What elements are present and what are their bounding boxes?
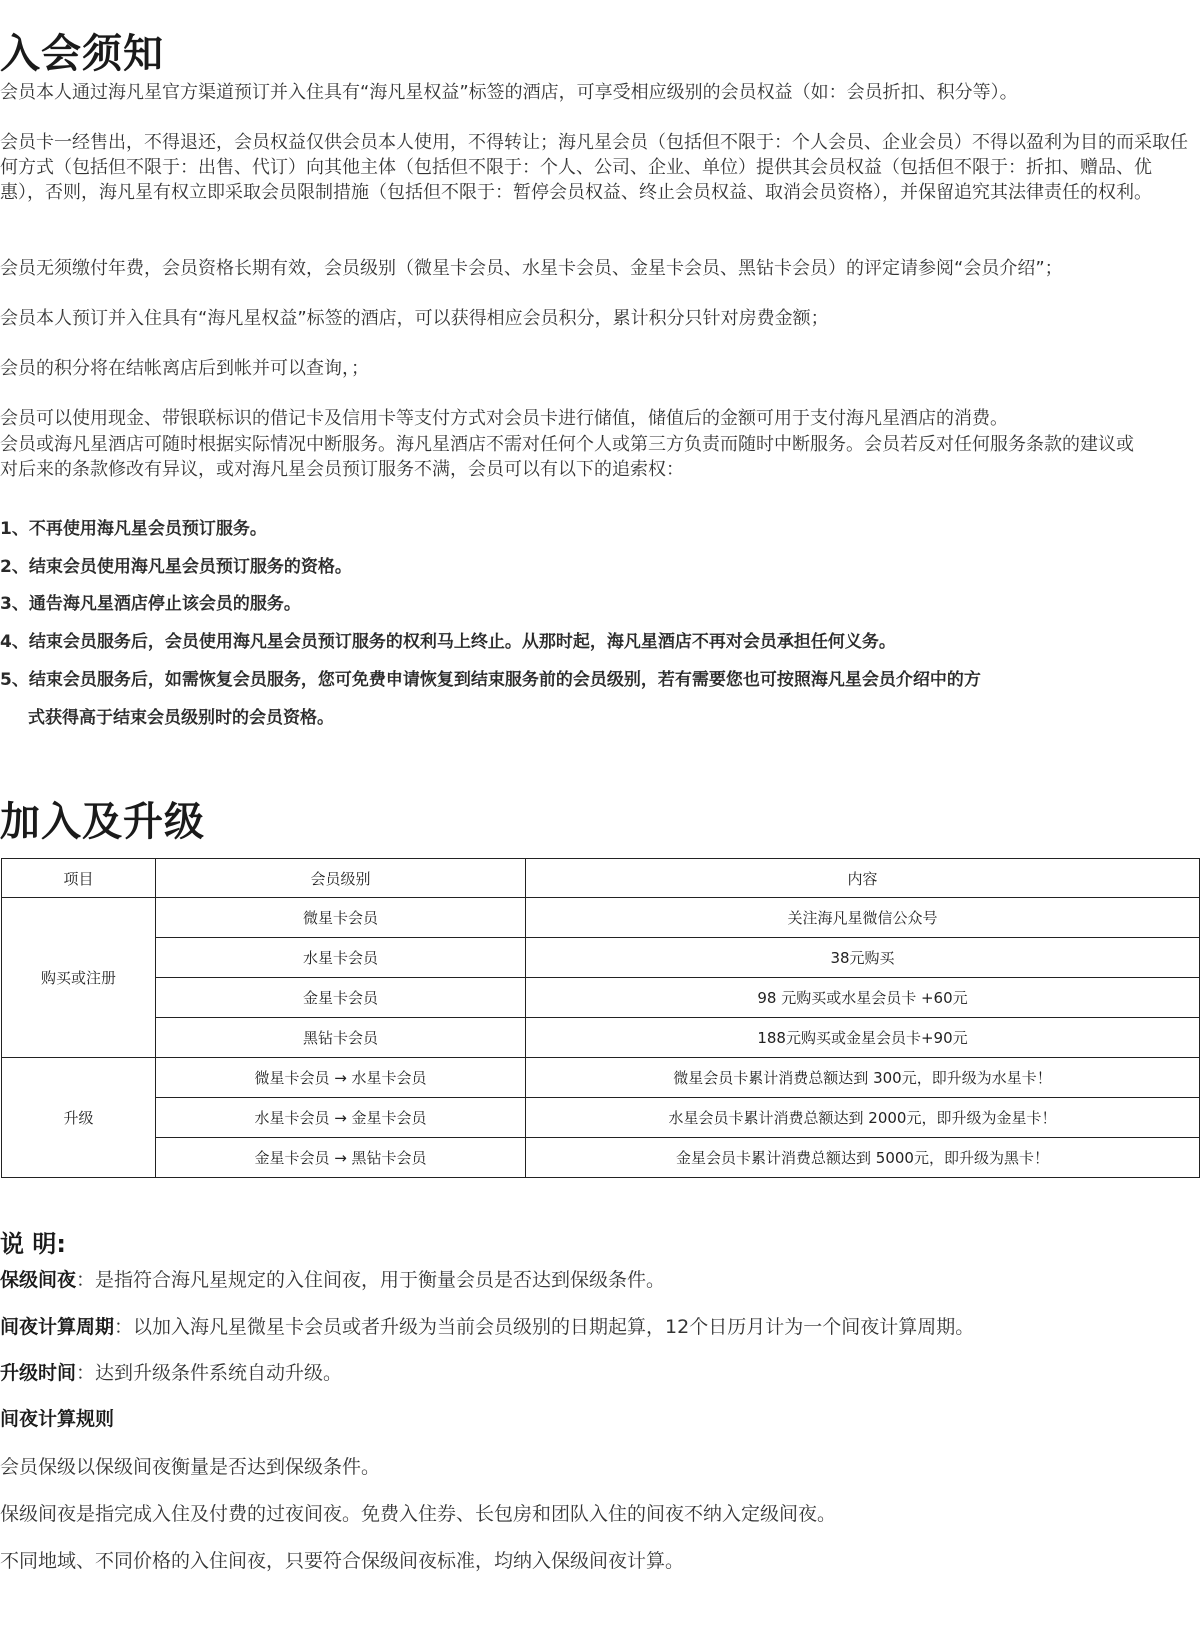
level-cell: 微星卡会员: [156, 898, 526, 938]
notice-title: 入会须知: [0, 31, 164, 77]
membership-table: [1, 858, 1200, 1178]
list-item-5: 5、结束会员服务后，如需恢复会员服务，您可免费申请恢复到结束服务前的会员级别，若有需要您也可按照海凡星会员介绍中的方: [0, 670, 981, 690]
list-item-1: 1、不再使用海凡星会员预订服务。: [0, 519, 267, 539]
group-label-purchase: 购买或注册: [2, 898, 156, 1058]
list-item-2: 2、结束会员使用海凡星会员预订服务的资格。: [0, 557, 352, 577]
table-row: [2, 898, 1200, 938]
level-cell: 黑钻卡会员: [156, 1018, 526, 1058]
table-row: [2, 1058, 1200, 1098]
list-item-5-continued: 式获得高于结束会员级别时的会员资格。: [28, 708, 334, 728]
notice-paragraph-5: 会员的积分将在结帐离店后到帐并可以查询，；: [0, 358, 369, 379]
definition-1: [0, 1265, 665, 1292]
notice-paragraph-3: 会员无须缴付年费，会员资格长期有效，会员级别（微星卡会员、水星卡会员、金星卡会员、黑钻卡会员）的评定请参阅“会员介绍”；: [0, 258, 1063, 279]
content-cell: 关注海凡星微信公众号: [526, 898, 1200, 938]
upgrade-title: 加入及升级: [0, 799, 205, 845]
rule-2: 保级间夜是指完成入住及付费的过夜间夜。免费入住券、长包房和团队入住的间夜不纳入定级间夜。: [0, 1503, 837, 1525]
level-cell: 微星卡会员 → 水星卡会员: [156, 1058, 526, 1098]
content-cell: 188元购买或金星会员卡+90元: [526, 1018, 1200, 1058]
table-row: [2, 1098, 1200, 1138]
content-cell: 98 元购买或水星会员卡 +60元: [526, 978, 1200, 1018]
rule-3: 不同地域、不同价格的入住间夜，只要符合保级间夜标准，均纳入保级间夜计算。: [0, 1550, 685, 1572]
table-row: [2, 1018, 1200, 1058]
definition-text: ：达到升级条件系统自动升级。: [76, 1362, 343, 1384]
notes-title: 说 明:: [0, 1230, 66, 1258]
rules-title: 间夜计算规则: [0, 1408, 115, 1430]
content-cell: 微星会员卡累计消费总额达到 300元，即升级为水星卡！: [526, 1058, 1200, 1098]
level-cell: 金星卡会员: [156, 978, 526, 1018]
definition-text: ：是指符合海凡星规定的入住间夜，用于衡量会员是否达到保级条件。: [76, 1269, 666, 1291]
definition-3: [0, 1358, 342, 1385]
definition-2: [0, 1312, 974, 1339]
notice-paragraph-6: 会员可以使用现金、带银联标识的借记卡及信用卡等支付方式对会员卡进行储值，储值后的金额可用于支付海凡星酒店的消费。: [0, 408, 1008, 429]
list-item-3: 3、通告海凡星酒店停止该会员的服务。: [0, 594, 301, 614]
content-cell: 38元购买: [526, 938, 1200, 978]
content-cell: 金星会员卡累计消费总额达到 5000元，即升级为黑卡！: [526, 1138, 1200, 1178]
definition-term: 间夜计算周期: [0, 1316, 115, 1338]
notice-paragraph-7: 会员或海凡星酒店可随时根据实际情况中断服务。海凡星酒店不需对任何个人或第三方负责而随时中断服务。会员若反对任何服务条款的建议或对后来的条款修改有异议，或对海凡星会员预订服务不满，会员可以有以下的追索权：: [0, 434, 1134, 480]
content-cell: 水星会员卡累计消费总额达到 2000元，即升级为金星卡！: [526, 1098, 1200, 1138]
group-label-upgrade: 升级: [2, 1058, 156, 1178]
header-content: 内容: [526, 859, 1200, 898]
definition-term: 升级时间: [0, 1362, 77, 1384]
level-cell: 水星卡会员: [156, 938, 526, 978]
notice-paragraph-4: 会员本人预订并入住具有“海凡星权益”标签的酒店，可以获得相应会员积分，累计积分只针对房费金额；: [0, 308, 829, 329]
notice-paragraph-2: 会员卡一经售出，不得退还，会员权益仅供会员本人使用，不得转让；海凡星会员（包括但不限于：个人会员、企业会员）不得以盈利为目的而采取任何方式（包括但不限于：出售、代订）向其他主体（包括但不限于：个人、公司、企业、单位）提供其会员权益（包括但不限于：折扣、赠品、优惠），否则，海凡星有权立即采取会员限制措施（包括但不限于：暂停会员权益、终止会员权益、取消会员资格），并保留追究其法律责任的权利。: [0, 132, 1188, 203]
definition-term: 保级间夜: [0, 1269, 77, 1291]
header-level: 会员级别: [156, 859, 526, 898]
header-item: 项目: [2, 859, 156, 898]
level-cell: 金星卡会员 → 黑钻卡会员: [156, 1138, 526, 1178]
notice-paragraph-1: 会员本人通过海凡星官方渠道预订并入住具有“海凡星权益”标签的酒店，可享受相应级别的会员权益（如：会员折扣、积分等）。: [0, 82, 1018, 103]
table-header-row: [2, 859, 1200, 898]
rule-1: 会员保级以保级间夜衡量是否达到保级条件。: [0, 1456, 381, 1478]
table-row: [2, 938, 1200, 978]
definition-text: ：以加入海凡星微星卡会员或者升级为当前会员级别的日期起算，12个日历月计为一个间夜计算周期。: [114, 1316, 975, 1338]
level-cell: 水星卡会员 → 金星卡会员: [156, 1098, 526, 1138]
list-item-4: 4、结束会员服务后，会员使用海凡星会员预订服务的权利马上终止。从那时起，海凡星酒店不再对会员承担任何义务。: [0, 632, 896, 652]
table-row: [2, 978, 1200, 1018]
table-row: [2, 1138, 1200, 1178]
